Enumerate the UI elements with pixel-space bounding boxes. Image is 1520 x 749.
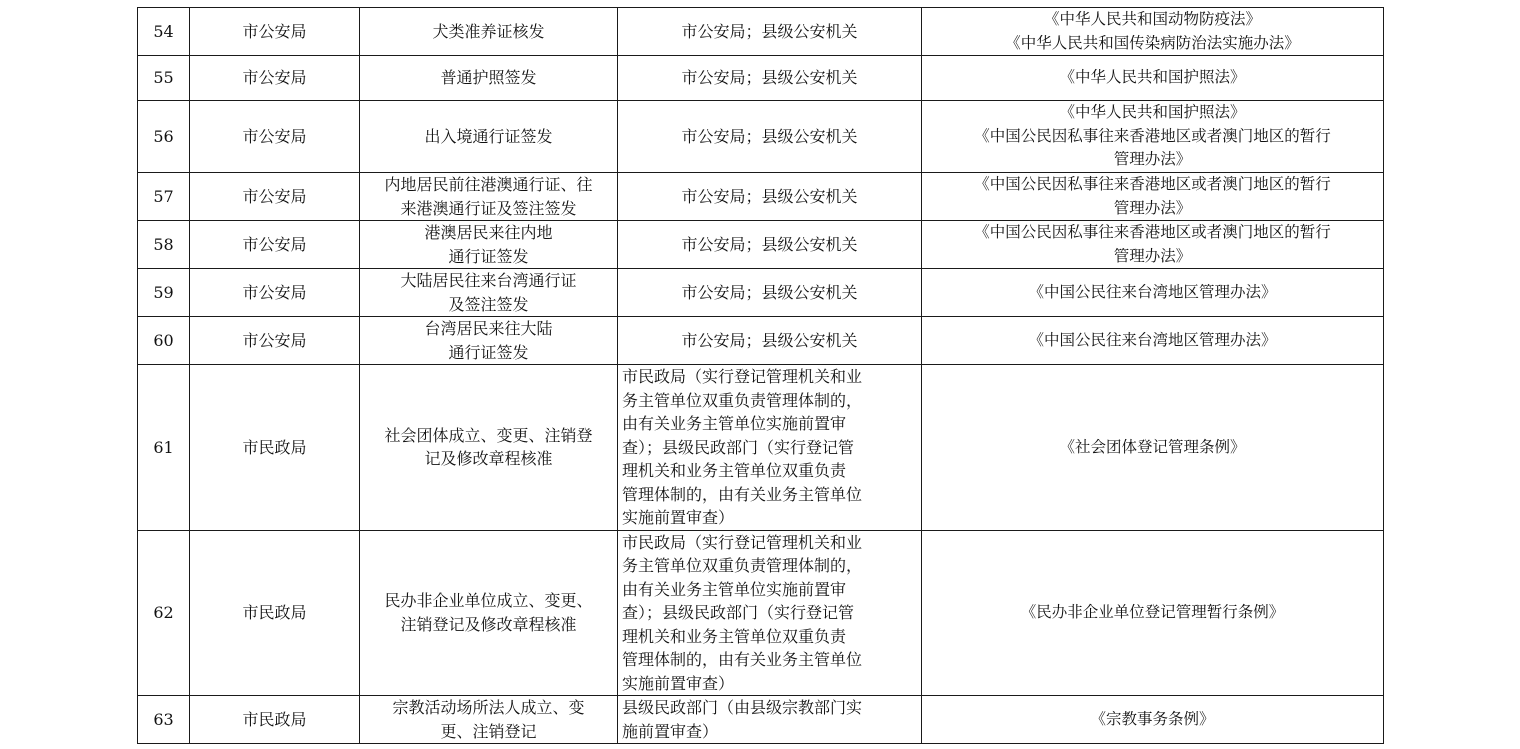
implementing-org-cell [618,8,922,56]
table-row [138,221,1384,269]
implementing-org-line: 市公安局；县级公安机关 [681,21,858,41]
department-cell: 市民政局 [190,365,360,531]
implementing-org-line: 市公安局；县级公安机关 [681,282,858,302]
legal-basis-cell [922,221,1384,269]
legal-basis-line: 《民办非企业单位登记管理暂行条例》 [1020,603,1285,621]
approval-item-cell [360,173,618,221]
implementing-org-line: 由有关业务主管单位实施前置审 [622,414,847,433]
table-row [138,365,1384,531]
table-body [138,8,1384,744]
department-cell: 市民政局 [190,696,360,744]
legal-basis-line: 《中国公民因私事往来香港地区或者澳门地区的暂行 [974,223,1331,241]
approval-item-line: 更、注销登记 [440,721,537,741]
implementing-org-line: 管理体制的，由有关业务主管单位 [622,484,863,504]
table-row [138,56,1384,101]
implementing-org-line: 务主管单位双重负责管理体制的， [622,556,863,575]
department-cell: 市公安局 [190,56,360,101]
implementing-org-line: 理机关和业务主管单位双重负责 [622,461,847,480]
department-cell: 市公安局 [190,317,360,365]
approval-item-cell [360,365,618,531]
legal-basis-cell [922,269,1384,317]
table-row [138,173,1384,221]
approval-item-line: 及签注签发 [448,294,529,314]
implementing-org-line: 市民政局（实行登记管理机关和业 [622,367,863,386]
legal-basis-cell [922,173,1384,221]
approval-item-line: 内地居民前往港澳通行证、往 [384,175,593,194]
implementing-org-line: 施前置审查） [622,721,719,741]
row-number-cell: 57 [138,173,190,221]
implementing-org-cell [618,365,922,531]
implementing-org-cell [618,269,922,317]
row-number-cell: 55 [138,56,190,101]
implementing-org-cell [618,101,922,173]
implementing-org-cell [618,173,922,221]
department-cell: 市公安局 [190,8,360,56]
implementing-org-line: 县级民政部门（由县级宗教部门实 [622,698,863,717]
legal-basis-line: 管理办法》 [1113,198,1192,217]
implementing-org-cell [618,56,922,101]
approval-item-cell [360,221,618,269]
row-number-cell: 61 [138,365,190,531]
approval-item-cell [360,56,618,101]
approval-item-cell [360,8,618,56]
department-cell: 市公安局 [190,269,360,317]
approval-item-cell [360,696,618,744]
row-number-cell: 59 [138,269,190,317]
implementing-org-line: 实施前置审查） [622,508,735,527]
implementing-org-cell [618,530,922,696]
department-cell: 市公安局 [190,173,360,221]
department-cell: 市民政局 [190,530,360,696]
implementing-org-line: 市公安局；县级公安机关 [681,186,858,206]
approval-item-line: 出入境通行证签发 [424,126,553,146]
approval-item-cell [360,530,618,696]
legal-basis-line: 《中华人民共和国护照法》 [1059,103,1246,122]
implementing-org-line: 市公安局；县级公安机关 [681,330,858,350]
row-number-cell: 58 [138,221,190,269]
table-row [138,8,1384,56]
approval-item-line: 社会团体成立、变更、注销登 [384,425,593,445]
approval-item-line: 来港澳通行证及签注签发 [400,198,577,218]
legal-basis-line: 《中华人民共和国护照法》 [1059,68,1246,87]
legal-basis-cell [922,317,1384,365]
legal-basis-line: 《中华人民共和国动物防疫法》 [1043,10,1261,28]
legal-basis-cell [922,530,1384,696]
implementing-org-cell [618,317,922,365]
approval-item-cell [360,317,618,365]
approval-item-line: 通行证签发 [448,342,529,362]
legal-basis-line: 《中国公民往来台湾地区管理办法》 [1028,282,1277,301]
table-row [138,101,1384,173]
approval-item-line: 宗教活动场所法人成立、变 [392,698,585,717]
implementing-org-line: 由有关业务主管单位实施前置审 [622,579,847,599]
approval-item-cell [360,269,618,317]
department-cell: 市公安局 [190,221,360,269]
legal-basis-cell [922,56,1384,101]
row-number-cell: 54 [138,8,190,56]
table-row [138,696,1384,744]
implementing-org-line: 市公安局；县级公安机关 [681,126,858,146]
approval-item-line: 台湾居民来往大陆 [424,319,553,338]
department-cell: 市公安局 [190,101,360,173]
row-number-cell: 62 [138,530,190,696]
implementing-org-line: 查）；县级民政部门（实行登记管 [622,437,855,457]
implementing-org-cell [618,221,922,269]
legal-basis-line: 《社会团体登记管理条例》 [1059,437,1246,456]
row-number-cell: 60 [138,317,190,365]
implementing-org-line: 务主管单位双重负责管理体制的， [622,390,863,410]
table-row [138,530,1384,696]
legal-basis-line: 《宗教事务条例》 [1090,709,1215,728]
approval-item-line: 通行证签发 [448,246,529,266]
approval-item-cell [360,101,618,173]
table-row [138,269,1384,317]
approval-item-line: 注销登记及修改章程核准 [400,614,577,634]
approval-item-line: 民办非企业单位成立、变更、 [384,591,593,611]
legal-basis-line: 《中国公民往来台湾地区管理办法》 [1028,330,1277,349]
legal-basis-line: 《中国公民因私事往来香港地区或者澳门地区的暂行 [974,175,1331,193]
implementing-org-line: 市公安局；县级公安机关 [681,234,858,254]
implementing-org-line: 理机关和业务主管单位双重负责 [622,626,847,646]
approval-item-line: 大陆居民往来台湾通行证 [400,271,577,290]
implementing-org-line: 管理体制的，由有关业务主管单位 [622,650,863,669]
implementing-org-line: 查）；县级民政部门（实行登记管 [622,603,855,622]
table-row [138,317,1384,365]
approval-item-line: 普通护照签发 [440,68,537,88]
legal-basis-cell [922,696,1384,744]
legal-basis-cell [922,101,1384,173]
legal-basis-line: 管理办法》 [1113,150,1192,169]
legal-basis-line: 《中国公民因私事往来香港地区或者澳门地区的暂行 [974,126,1331,145]
approval-items-table [137,7,1384,744]
row-number-cell: 56 [138,101,190,173]
row-number-cell: 63 [138,696,190,744]
approval-item-line: 犬类准养证核发 [432,21,545,41]
approval-item-line: 港澳居民来往内地 [424,223,553,242]
legal-basis-cell [922,365,1384,531]
implementing-org-line: 实施前置审查） [622,673,735,693]
legal-basis-line: 管理办法》 [1113,246,1192,265]
approval-item-line: 记及修改章程核准 [424,449,553,469]
legal-basis-cell [922,8,1384,56]
legal-basis-line: 《中华人民共和国传染病防治法实施办法》 [1005,33,1300,52]
implementing-org-cell [618,696,922,744]
implementing-org-line: 市民政局（实行登记管理机关和业 [622,532,863,552]
implementing-org-line: 市公安局；县级公安机关 [681,68,858,88]
